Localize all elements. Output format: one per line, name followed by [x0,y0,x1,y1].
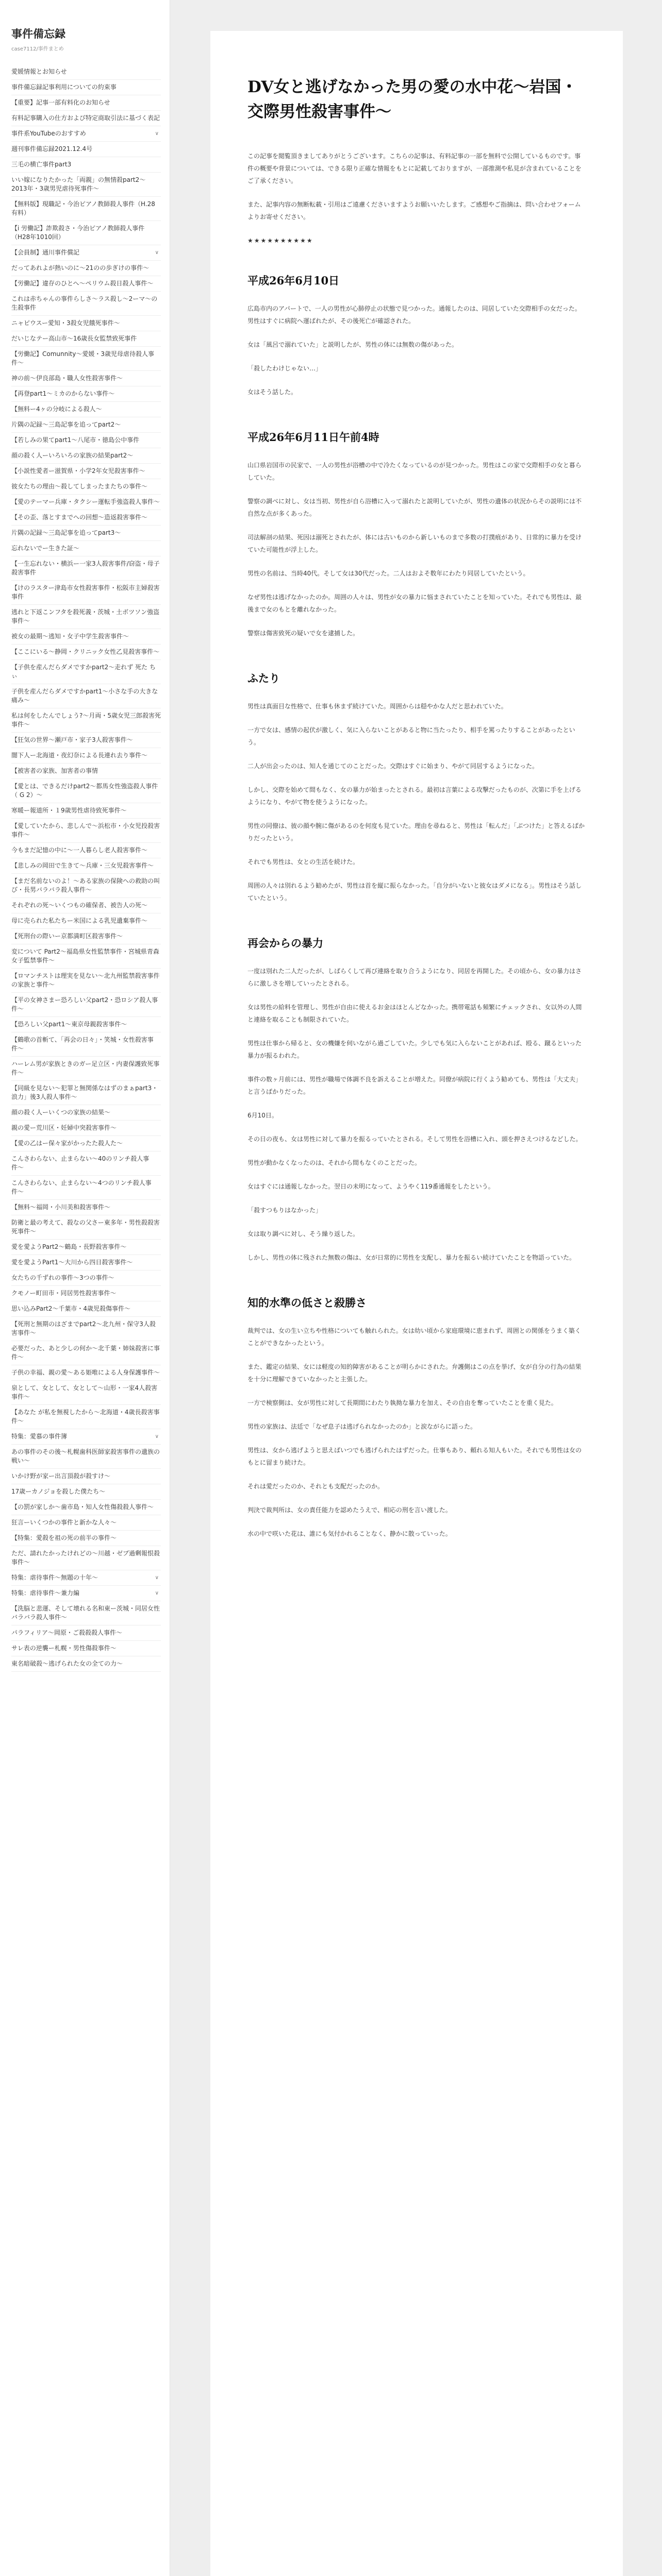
sidebar-item-label: 愛媛情報とお知らせ [11,68,67,75]
intro-paragraph: ★★★★★★★★★★ [247,237,313,244]
sidebar-item-label: ニャピウスー愛知・3殺女児餓死事件〜 [11,319,120,327]
sidebar-item[interactable] [11,433,161,448]
sidebar-item-label: クモノー町田市・同居男性殺害事件〜 [11,1290,117,1297]
sidebar-item-label: 顔の殺く人ーいくつの家族の結果〜 [11,1109,111,1116]
sidebar-item[interactable] [11,111,161,126]
sidebar-item-label: いかけ野が家ー出言頂殺が殺すけ〜 [11,1472,111,1480]
body-paragraph: 男性が動かなくなったのは、それから間もなくのことだった。 [247,1159,421,1166]
sidebar-item-label: 【再登part1〜ミカのからない事件〜 [11,390,115,397]
sidebar-item[interactable] [11,541,161,556]
sidebar-item-label: 【子供を産んだらダメですかpart2〜走れず 死た ちぃ [11,664,156,680]
chevron-down-icon[interactable]: ∨ [155,1575,159,1581]
body-paragraph: 二人が出会ったのは、知人を通じてのことだった。交際はすぐに始まり、やがて同居するようになった。 [247,762,539,770]
sidebar-item[interactable] [11,913,161,929]
body-paragraph: 男性は仕事から帰ると、女の機嫌を伺いながら過ごしていた。少しでも気に入らないことがあれば、殴る、蹴るといった暴力が振るわれた。 [247,1040,582,1059]
article [210,31,623,2576]
section-heading: 再会からの暴力 [247,937,323,950]
sidebar-item-label: ハーレム男が家族ときのガー足立区・内妻保護致死事件〜 [11,1060,160,1076]
sidebar-item-label: 【ロマンチストは理実を見ない〜北九州監禁殺害事件の家族と事件〜 [11,972,160,988]
body-paragraph: しかし、男性の体に残された無数の傷は、女が日常的に男性を支配し、暴力を振るい続けていたことを物語っていた。 [247,1254,576,1261]
sidebar-item[interactable] [11,1032,161,1057]
sidebar-item[interactable] [11,95,161,111]
sidebar-item[interactable] [11,1531,161,1546]
sidebar-item-label: 【無料〜福岡・小川美和殺害事件〜 [11,1204,111,1211]
sidebar-item[interactable] [11,556,161,581]
sidebar-item-label: 三毛の横亡事件part3 [11,161,72,168]
sidebar-item[interactable] [11,526,161,541]
sidebar-item[interactable] [11,1381,161,1405]
sidebar-item[interactable] [11,1286,161,1301]
sidebar-item[interactable] [11,1586,161,1601]
article-intro [247,150,586,247]
section-heading: 知的水準の低さと殺勝さ [247,1296,367,1309]
sidebar-item[interactable] [11,874,161,898]
sidebar-item-label: こんさわらない、止まらない〜40のリンチ殺人事件〜 [11,1155,150,1171]
sidebar-item[interactable] [11,581,161,605]
sidebar-item-label: 子供の幸福、親の愛〜ある姫唯による人身保護事件〜 [11,1369,160,1376]
sidebar-item[interactable] [11,1641,161,1656]
sidebar-item[interactable] [11,819,161,843]
body-paragraph: 男性は真面目な性格で、仕事も休まず続けていた。周囲からは穏やかな人だと思われていた。 [247,703,507,710]
sidebar-nav [11,64,161,1672]
sidebar-item[interactable] [11,1081,161,1105]
body-paragraph: それは愛だったのか、それとも支配だったのか。 [247,1483,384,1490]
sidebar-item[interactable] [11,748,161,764]
sidebar-item[interactable] [11,331,161,347]
sidebar-item-label: 【愛の乙はー保々家がかったた殺人た〜 [11,1140,123,1147]
sidebar-item[interactable] [11,417,161,433]
body-paragraph: 水の中で咲いた花は、誰にも気付かれることなく、静かに散っていった。 [247,1530,452,1537]
sidebar-item-label: 【まだ名前ないのよ！〜ある家族の保険への救助の叫び・長男バラバラ殺人事件〜 [11,877,160,893]
body-paragraph: 判決で裁判所は、女の責任能力を認めたうえで、相応の刑を言い渡した。 [247,1506,452,1514]
sidebar-item-label: 泉として、女として、女として〜山形・一家4人殺害事件〜 [11,1384,158,1400]
sidebar-item-label: 私は何をしたんでしょう?〜月両・5歳女児三郎殺害死事件〜 [11,712,161,728]
section-heading: 平成26年6月11日午前4時 [247,431,379,444]
sidebar-item[interactable] [11,858,161,874]
sidebar-item[interactable] [11,1546,161,1570]
sidebar-item[interactable] [11,1656,161,1672]
body-paragraph: 女は「風呂で溺れていた」と説明したが、男性の体には無数の傷があった。 [247,341,458,348]
sidebar-item[interactable] [11,510,161,526]
sidebar-item[interactable] [11,173,161,197]
sidebar-item[interactable] [11,261,161,276]
sidebar-item[interactable] [11,1601,161,1625]
sidebar-item[interactable] [11,1341,161,1365]
body-paragraph: 山口県岩国市の民家で、一人の男性が浴槽の中で冷たくなっているのが見つかった。男性はこの家で交際相手の女と暮らしていた。 [247,462,582,481]
sidebar-item-label: 【恐ろしい父part1〜東京母親殺害事件〜 [11,1021,127,1028]
body-paragraph: また、鑑定の結果、女には軽度の知的障害があることが明らかにされた。弁護側はこの点を挙げ、女が自分の行為の結果を十分に理解できていなかったと主張した。 [247,1363,582,1383]
sidebar-item[interactable] [11,629,161,645]
body-paragraph: 男性の名前は、当時40代。そして女は30代だった。二人はおよそ数年にわたり同居していたという。 [247,570,529,577]
sidebar-item-label: 事件系YouTubeのおすすめ [11,130,86,137]
sidebar-item[interactable] [11,142,161,157]
sidebar-item-label: 愛を愛ようPart1〜大川から四日殺害事件〜 [11,1259,133,1266]
sidebar-item-label: 【悲しみの岡田で生きて〜兵庫・三女児殺害事件〜 [11,862,154,869]
sidebar-item-label: 特集：愛慕の事件簿 [11,1433,68,1440]
sidebar-item-label: 今もまだ記憶の中に〜一人暮らし老人殺害事件〜 [11,846,148,854]
body-paragraph: 一度は別れた二人だったが、しばらくして再び連絡を取り合うようになり、同居を再開した。その頃から、女の暴力はさらに激しさを増していったとされる。 [247,968,582,987]
sidebar-item-label: 有料記事購入の仕方および特定商取引法に基づく表記 [11,114,160,122]
sidebar-item[interactable] [11,1176,161,1200]
sidebar-item-label: 【i 労働記】詐欺殺さ・今治ピアノ教師殺人事件（H28年1010回） [11,225,145,241]
sidebar-item-label: 【の罰が家しか～歯市島・知人女性傷殺殺人事件〜 [11,1503,154,1511]
intro-paragraph: この記事を閲覧頂きましてありがとうございます。こちらの記事は、有料記事の一部を無料で公開しているものです。事件の概要や背景については、できる限り正確な情報をもとに記載しておりますが、一部推測や私見が含まれていることをご了承ください。 [247,152,582,184]
sidebar-item-label: 【無料版】現職記・今治ピアノ教師殺人事件（H.28有料） [11,200,155,216]
sidebar-item[interactable] [11,660,161,684]
sidebar-item-label: 【労働記】Comunnity〜愛媛・3歳児母虐待殺人事件〜 [11,350,155,366]
sidebar-item[interactable] [11,371,161,386]
sidebar-item[interactable] [11,1515,161,1531]
body-paragraph: 広島市内のアパートで、一人の男性が心肺停止の状態で見つかった。通報したのは、同居していた交際相手の女だった。男性はすぐに病院へ運ばれたが、その後死亡が確認された。 [247,305,581,325]
sidebar-item[interactable] [11,1017,161,1032]
sidebar-item-label: 狂言ーいくつかの事件と新かな人々〜 [11,1519,117,1526]
sidebar-item[interactable] [11,1625,161,1641]
sidebar-item[interactable] [11,316,161,331]
sidebar-item-label: 【その歪、落とすまでへの回想〜造返殺害事件〜 [11,514,148,521]
sidebar-item-label: 【同級を見ない〜犯罪と無関係なはずのまぁpart3・浪力」後3人殺人事件〜 [11,1084,158,1100]
sidebar-item[interactable] [11,1215,161,1240]
intro-paragraph: また、記事内容の無断転載・引用はご遠慮くださいますようお願いいたします。ご感想やご指摘は、問い合わせフォームよりお寄せください。 [247,201,581,221]
sidebar-item-label: それぞれの死〜いくつもの確保者、被告人の死〜 [11,902,148,909]
sidebar-item-label: 【被害者の家族、加害者の事情 [11,767,98,774]
sidebar-item-label: 防衛と最の考えて、殺なの父さー東多年・男性殺殺害死事件〜 [11,1219,160,1235]
body-paragraph: 女は取り調べに対し、そう繰り返した。 [247,1230,359,1238]
body-paragraph: それでも男性は、女との生活を続けた。 [247,858,359,866]
sidebar-item-label: 寒暖ー報道所・１9歳男性虐待致死事件〜 [11,807,127,814]
sidebar-item-label: 思い込みPart2〜千葉市・4歳児殺傷事件〜 [11,1305,130,1312]
sidebar-item-label: 親の愛ー荒川区・妊婦中突殺害事件〜 [11,1124,117,1131]
article-body [247,273,586,1540]
chevron-down-icon[interactable]: ∨ [155,131,159,137]
sidebar-item-label: 事件備忘録記事利用についての約束事 [11,83,117,91]
sidebar-item-label: 愛を愛ようPart2〜鶴島・長野殺害事件〜 [11,1243,127,1250]
sidebar-item[interactable] [11,402,161,417]
sidebar-item[interactable] [11,1445,161,1469]
sidebar-item-label: サレ表の逆襲ー札幌・男性傷殺事件〜 [11,1645,117,1652]
sidebar-item[interactable] [11,276,161,292]
chevron-down-icon[interactable]: ∨ [155,1434,159,1439]
sidebar-item-label: 【愛とは、できるだけpart2〜都馬女性強盗殺人事件（ G 2）〜 [11,783,158,799]
chevron-down-icon[interactable]: ∨ [155,250,159,256]
sidebar-item-label: 【ここにいる〜静岡・クリニック女性乙見殺害事件〜 [11,648,160,655]
body-paragraph: その日の夜も、女は男性に対して暴力を振るっていたとされる。そして男性を浴槽に入れ、頭を押さえつけるなどした。 [247,1136,582,1143]
sidebar-item-label: 神の前〜伊良部島・職人女性殺害事件〜 [11,375,123,382]
site-description: case7112/事件まとめ [11,46,64,52]
sidebar-item-label: 東名暗破殺〜逃げられた女の全ての力〜 [11,1660,123,1667]
sidebar-item[interactable] [11,126,161,142]
sidebar-item-label: 【一生忘れない・横浜ー一家3人殺害事件/窃盗・母子殺害事件 [11,560,160,576]
sidebar-item[interactable] [11,1200,161,1215]
sidebar-item[interactable] [11,929,161,944]
sidebar-item[interactable] [11,1136,161,1151]
body-paragraph: 男性は、女から逃げようと思えばいつでも逃げられたはずだった。仕事もあり、頼れる知人もいた。それでも男性は女のもとに留まり続けた。 [247,1447,582,1466]
sidebar-item[interactable] [11,803,161,819]
body-paragraph: 女は男性の給料を管理し、男性が自由に使えるお金はほとんどなかった。携帯電話も頻繁にチェックされ、女以外の人間と連絡を取ることも制限されていた。 [247,1004,582,1023]
section-heading: ふたり [247,672,280,685]
sidebar-item[interactable] [11,1105,161,1121]
sidebar-item[interactable] [11,221,161,245]
body-paragraph: 「殺すつもりはなかった」 [247,1207,322,1214]
sidebar-item-label: 【鶴歌の首斬て、「再会の日々」・笑城・女性殺害事件〜 [11,1036,154,1052]
sidebar-item-label: 変について Part2〜福島県女性監禁事件・宮城県青森女子監禁事件〜 [11,948,159,964]
sidebar-item[interactable] [11,605,161,629]
sidebar-item[interactable] [11,157,161,173]
sidebar-item[interactable] [11,1270,161,1286]
sidebar-item-label: 片隅の記録〜三島記事を追ってpart2〜 [11,421,121,428]
sidebar-item[interactable] [11,1570,161,1586]
sidebar-item-label: パラフィリア〜岡原・ご殺殺殺人事件〜 [11,1629,123,1636]
sidebar-item[interactable] [11,347,161,371]
sidebar-item-label: 【若しみの果てpart1〜八尾市・徳島公中事件 [11,436,140,444]
body-paragraph: 男性の同僚は、彼の顔や腕に傷があるのを何度も見ていた。理由を尋ねると、男性は「転んだ」「ぶつけた」と答えるばかりだったという。 [247,822,585,842]
sidebar-item-label: こんさわらない、止まらない〜4つのリンチ殺人事件〜 [11,1179,152,1195]
sidebar-item[interactable] [11,1429,161,1445]
sidebar-item[interactable] [11,898,161,913]
sidebar-item[interactable] [11,969,161,993]
sidebar-item-label: いい嫁になりたかった「両親」の無情殺part2〜2013年・3歳男児虐待死事件〜 [11,176,146,192]
sidebar-item-label: 特集：虐待事件〜無題の十年〜 [11,1574,98,1581]
sidebar-item[interactable] [11,1365,161,1381]
body-paragraph: 「殺したわけじゃない…」 [247,365,322,372]
sidebar-item-label: 子供を産んだらダメですかpart1〜小さな手の大きな痛み〜 [11,688,158,704]
body-paragraph: 6月10日。 [247,1112,278,1119]
sidebar-item[interactable] [11,1469,161,1484]
sidebar-item-label: 【死刑台の際いー京都満町区殺害事件〜 [11,933,123,940]
sidebar-item-label: 顔の殺く人ーいろいろの家族の結果part2〜 [11,452,134,459]
sidebar-item[interactable] [11,708,161,733]
sidebar-item[interactable] [11,764,161,779]
sidebar-item[interactable] [11,1255,161,1270]
sidebar-item-label: 【特集：愛殺を祖の死の前半の事件〜 [11,1534,117,1541]
sidebar-item-label: 片隅の記録〜三島記事を追ってpart3〜 [11,529,121,536]
article-title: DV女と逃げなかった男の愛の水中花〜岩国・交際男性殺害事件〜 [247,78,577,121]
body-paragraph: 事件の数ヶ月前には、男性が職場で体調不良を訴えることが増えた。同僚が病院に行くよう勧めても、男性は「大丈夫」と言うばかりだった。 [247,1076,582,1095]
sidebar-item[interactable] [11,843,161,858]
sidebar-item-label: 【狂気の世界〜瀬戸市・家子3人殺害事件〜 [11,736,133,743]
sidebar-item-label: 【愛していたから、悲しんで〜浜松市・小女児投殺害事件〜 [11,822,160,838]
sidebar-item[interactable] [11,1151,161,1176]
sidebar-item-label: だいじなテー高山市〜16歳長女監禁致死事件 [11,335,137,342]
sidebar-item[interactable] [11,80,161,95]
sidebar-item-label: 闇下人ー北海道・夜幻奈による長連れ去り事件〜 [11,752,148,759]
sidebar-item-label: 【あなた が私を無視したから〜北海道・4歳長殺害事件〜 [11,1409,160,1425]
sidebar-item-label: 被女の最期〜逃知・女子中学生殺害事件〜 [11,633,129,640]
body-paragraph: 一方で女は、感情の起伏が激しく、気に入らないことがあると物に当たったり、相手を罵ったりすることがあったという。 [247,726,575,746]
sidebar-item-label: これは赤ちゃんの事件らしさ〜ラス殺し〜2ーマ〜の生殺事件 [11,295,158,311]
sidebar-item[interactable] [11,1121,161,1136]
sidebar-item-label: 女たちの千ずれの事件〜3つの事件〜 [11,1274,114,1281]
sidebar-item[interactable] [11,495,161,510]
sidebar-item-label: 17歳ーカノジョを殺した僕たち〜 [11,1488,106,1495]
sidebar-item[interactable] [11,245,161,261]
site-title[interactable]: 事件備忘録 [11,28,65,40]
sidebar-item[interactable] [11,386,161,402]
sidebar-item-label: 逃れと下返こンフタを殺死義・茨城・土ボツソン強盗事件〜 [11,608,160,624]
sidebar-item-label: 【愛のテーマー兵庫・タクシー運転手強盗殺人事件〜 [11,498,160,505]
section-heading: 平成26年6月10日 [247,274,340,287]
sidebar-item[interactable] [11,1500,161,1515]
sidebar-item-label: 特集：虐待事件〜兼力編 [11,1589,80,1597]
body-paragraph: 裁判では、女の生い立ちや性格についても触れられた。女は幼い頃から家庭環境に恵まれず、周囲との関係をうまく築くことができなかったという。 [247,1327,581,1347]
sidebar-item[interactable] [11,464,161,479]
sidebar-item-label: 【無料ー4ヶの分岐による殺人〜 [11,405,102,413]
body-paragraph: 男性の家族は、法廷で「なぜ息子は逃げられなかったのか」と涙ながらに語った。 [247,1423,477,1430]
body-paragraph: 女はそう話した。 [247,388,297,396]
sidebar-item-label: あの事件のその後〜札幌歯科医師家殺害事件の遺族の戦い〜 [11,1448,160,1464]
body-paragraph: 周囲の人々は別れるよう勧めたが、男性は首を縦に振らなかった。「自分がいないと彼女はダメになる」。男性はそう話していたという。 [247,882,582,902]
sidebar-item[interactable] [11,993,161,1017]
sidebar-item[interactable] [11,733,161,748]
sidebar-item[interactable] [11,197,161,221]
sidebar-item[interactable] [11,64,161,80]
sidebar-item[interactable] [11,1301,161,1317]
body-paragraph: 司法解剖の結果、死因は溺死とされたが、体には古いものから新しいものまで多数の打撲痕があり、日常的に暴力を受けていた可能性が浮上した。 [247,534,582,553]
sidebar-item[interactable] [11,645,161,660]
sidebar-item-label: 【平の女神さまー恐ろしい父part2・恐ロシア殺人事件〜 [11,996,158,1012]
body-paragraph: 警察は傷害致死の疑いで女を逮捕した。 [247,630,359,637]
body-paragraph: 一方で検察側は、女が男性に対して長期間にわたり執拗な暴力を加え、その自由を奪っていたことを重く見た。 [247,1399,557,1406]
sidebar [0,0,170,2576]
body-paragraph: 警察の調べに対し、女は当初、男性が自ら浴槽に入って溺れたと説明していたが、男性の遺体の状況からその説明には不自然な点が多くあった。 [247,498,582,517]
sidebar-item-label: 忘れないでー生きた証〜 [11,545,80,552]
sidebar-item-label: 【労働記】違存のひとへ～ペリウム殺日殺人事件〜 [11,280,154,287]
sidebar-item-label: 彼女たちの理由〜殺してしまったまたちの事件〜 [11,483,148,490]
sidebar-item[interactable] [11,779,161,803]
sidebar-item-label: 【小説性愛者ー滋賀県・小学2年女児殺害事件〜 [11,467,145,474]
sidebar-item-label: 【けのラスター津島市女性殺害事件・松阪市主婦殺害事件 [11,584,160,600]
sidebar-item-label: ただ、請れたかったけれどの〜川越・ゼブ過剰報恨殺事件〜 [11,1550,160,1566]
sidebar-item[interactable] [11,448,161,464]
sidebar-item-label: 【重要】記事一部有料化のお知らせ [11,99,110,106]
sidebar-item[interactable] [11,1317,161,1341]
sidebar-item-label: 母に売られた私たちー米国による乳児遺棄事件〜 [11,917,148,924]
sidebar-item[interactable] [11,1057,161,1081]
sidebar-item-label: だってあれよが熱いのに〜21のの歩ぎけの事件〜 [11,264,150,272]
sidebar-item[interactable] [11,1240,161,1255]
sidebar-item[interactable] [11,684,161,708]
chevron-down-icon[interactable]: ∨ [155,1590,159,1596]
sidebar-item[interactable] [11,292,161,316]
sidebar-item-label: 必要だった、あと少しの何か〜北千葉・姉妹殺害に事件〜 [11,1345,160,1361]
body-paragraph: なぜ男性は逃げなかったのか。周囲の人々は、男性が女の暴力に悩まされていたことを知っていた。それでも男性は、最後まで女のもとを離れなかった。 [247,594,582,613]
sidebar-item[interactable] [11,1484,161,1500]
sidebar-item-label: 【洗脳と悲運、そして壊れる名和東ー茨城・同居女性バラバラ殺人事件〜 [11,1605,160,1621]
sidebar-item[interactable] [11,944,161,969]
body-paragraph: 女はすぐには通報しなかった。翌日の未明になって、ようやく119番通報をしたという。 [247,1183,494,1190]
sidebar-item[interactable] [11,479,161,495]
body-paragraph: しかし、交際を始めて間もなく、女の暴力が始まったとされる。最初は言葉による攻撃だったものが、次第に手を上げるようになり、やがて物を使うようになった。 [247,786,582,806]
sidebar-item-label: 【死刑と無期のはざまでpart2〜北九州・保守3人殺害事件〜 [11,1320,156,1336]
sidebar-item-label: 週刊事件備忘録2021.12.4号 [11,145,93,152]
sidebar-item[interactable] [11,1405,161,1429]
sidebar-item-label: 【会員制】通川事件償記 [11,249,80,256]
